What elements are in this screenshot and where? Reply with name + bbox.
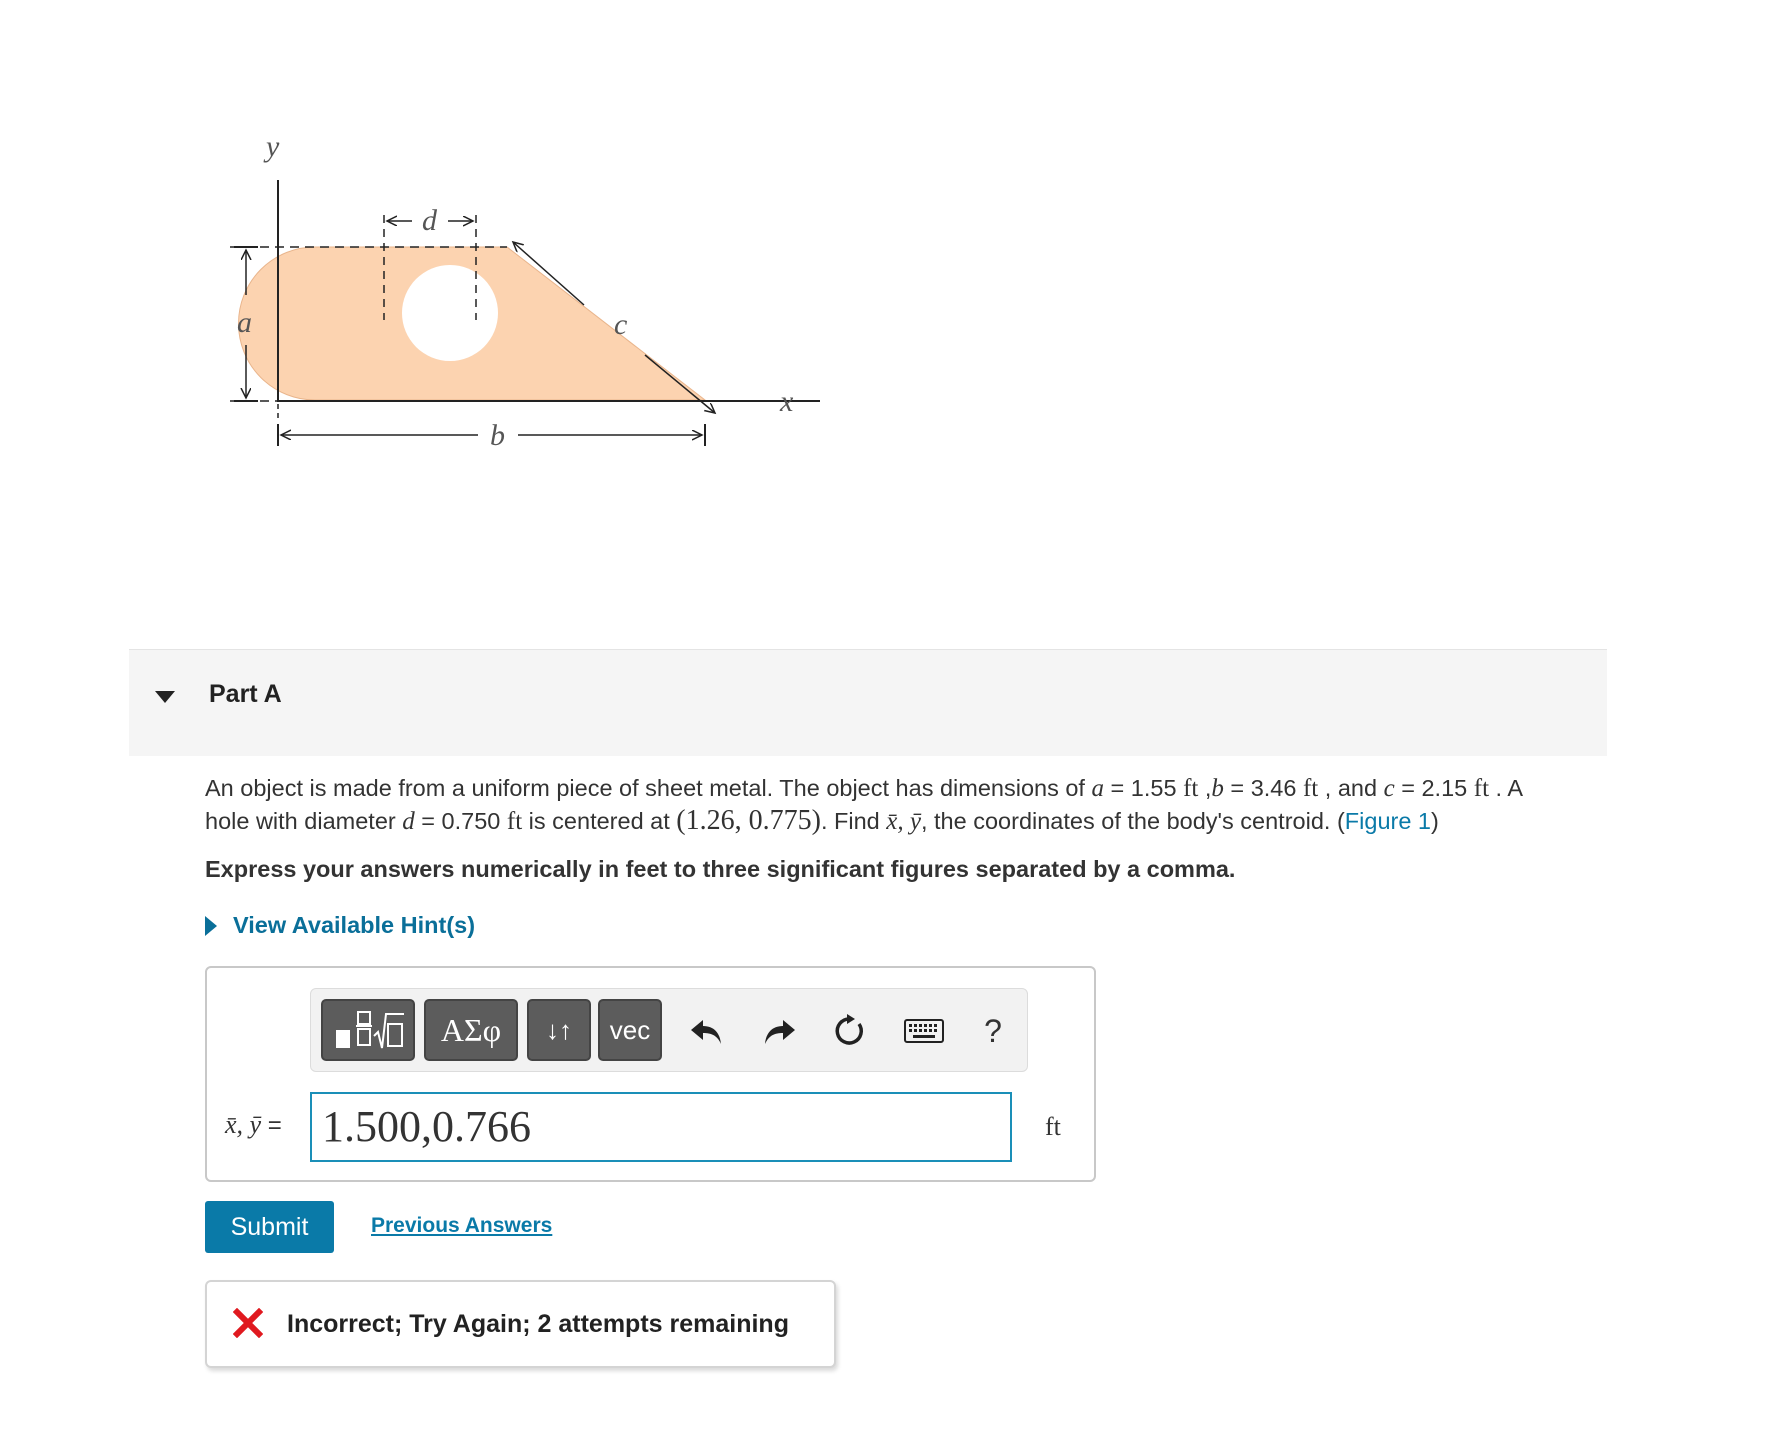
greek-symbols-button[interactable]: ΑΣφ	[424, 999, 518, 1061]
separator: ,	[1198, 775, 1212, 801]
templates-button[interactable]	[321, 999, 415, 1061]
feedback-message: Incorrect; Try Again; 2 attempts remaining	[287, 1310, 789, 1338]
unit-ft: ft	[1302, 775, 1319, 802]
problem-text: )	[1431, 808, 1439, 834]
problem-text: . A	[1489, 775, 1523, 801]
incorrect-x-icon	[233, 1308, 263, 1338]
answer-vars: x̄, ȳ	[225, 1110, 262, 1139]
value-a: = 1.55	[1104, 775, 1184, 801]
answer-box	[205, 966, 1096, 1182]
separator: , and	[1318, 775, 1384, 801]
label-y: y	[266, 130, 280, 163]
hole-circle	[402, 265, 498, 361]
instruction-text: Express your answers numerically in feet to three significant figures separated by a comma.	[205, 856, 1236, 882]
view-hints-toggle[interactable]	[205, 912, 475, 939]
var-a: a	[1091, 775, 1104, 802]
redo-icon[interactable]	[757, 1009, 801, 1053]
figure-svg	[200, 120, 880, 520]
reset-icon[interactable]	[827, 1009, 871, 1053]
vector-button[interactable]: vec	[598, 999, 662, 1061]
problem-statement	[205, 772, 1605, 838]
label-c: c	[614, 308, 628, 341]
label-d: d	[422, 204, 437, 237]
value-b: = 3.46	[1223, 775, 1303, 801]
value-d: = 0.750	[414, 808, 507, 834]
problem-text: An object is made from a uniform piece of sheet metal. The object has dimensions of	[205, 775, 1092, 801]
var-b: b	[1211, 775, 1224, 802]
problem-text: is centered at	[522, 808, 677, 834]
problem-text: , the coordinates of the body's centroid. (	[920, 808, 1345, 834]
label-a: a	[237, 306, 252, 339]
unit-ft: ft	[506, 808, 523, 835]
answer-input[interactable]: 1.500,0.766	[310, 1092, 1012, 1162]
problem-figure	[200, 120, 880, 520]
part-title: Part A	[209, 680, 282, 708]
hole-center-point: (1.26, 0.775)	[676, 805, 821, 836]
undo-icon[interactable]	[685, 1009, 729, 1053]
arrows-button[interactable]: ↓↑	[527, 999, 591, 1061]
collapse-caret-icon[interactable]	[155, 691, 175, 703]
part-a-header[interactable]	[129, 649, 1607, 756]
keyboard-icon[interactable]	[899, 1009, 949, 1053]
answer-label	[225, 1110, 282, 1140]
math-toolbar	[310, 988, 1028, 1072]
label-x: x	[780, 385, 794, 418]
expand-caret-icon	[205, 916, 217, 936]
var-d: d	[402, 808, 415, 835]
hints-label: View Available Hint(s)	[233, 912, 476, 938]
unit-ft: ft	[1183, 775, 1199, 802]
problem-text: . Find	[820, 808, 887, 834]
unit-ft: ft	[1473, 775, 1490, 802]
fraction-radical-icon	[328, 1008, 408, 1052]
previous-answers-link[interactable]: Previous Answers	[371, 1214, 553, 1237]
feedback-box	[205, 1280, 836, 1368]
submit-button[interactable]: Submit	[205, 1201, 334, 1253]
label-b: b	[490, 419, 505, 452]
answer-equals: =	[261, 1112, 282, 1139]
answer-unit: ft	[1045, 1112, 1061, 1141]
centroid-vars: x̄, ȳ	[886, 808, 921, 835]
problem-text: hole with diameter	[205, 808, 403, 834]
help-button[interactable]: ?	[984, 1012, 1002, 1049]
var-c: c	[1383, 775, 1395, 802]
value-c: = 2.15	[1394, 775, 1474, 801]
figure-link[interactable]: Figure 1	[1344, 808, 1432, 834]
